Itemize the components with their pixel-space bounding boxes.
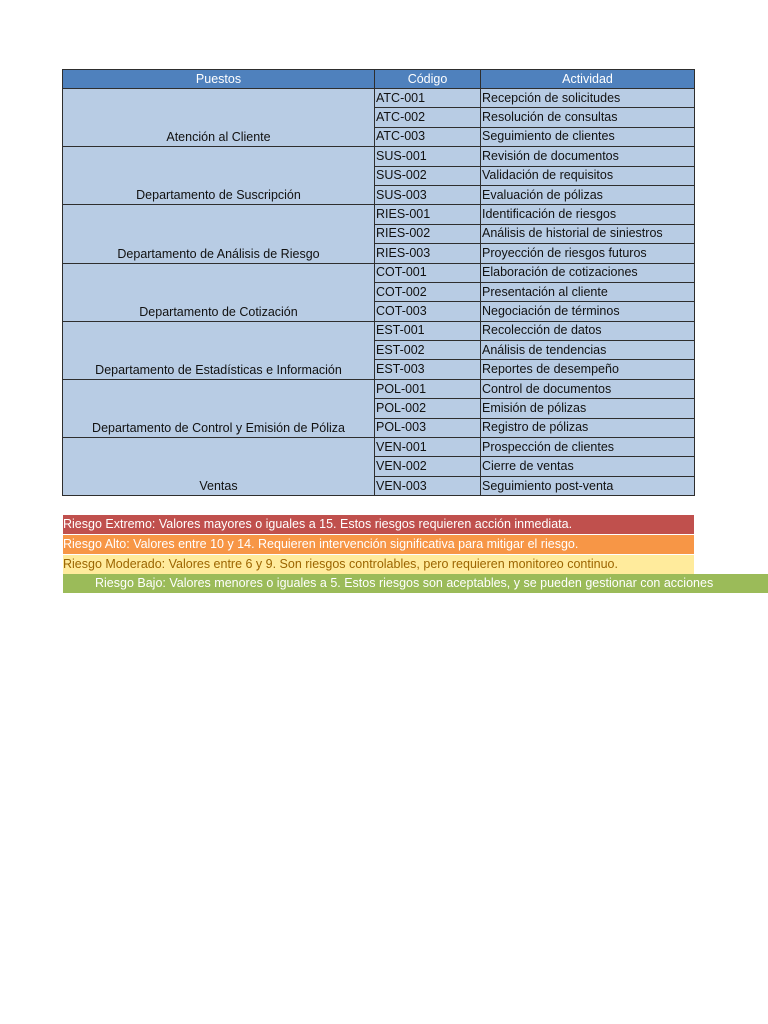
activity-cell[interactable]: Evaluación de pólizas bbox=[481, 185, 695, 204]
department-cell[interactable]: Departamento de Cotización bbox=[63, 263, 375, 321]
table-row bbox=[63, 89, 695, 108]
activity-cell[interactable]: Control de documentos bbox=[481, 379, 695, 398]
activity-cell[interactable]: Análisis de historial de siniestros bbox=[481, 224, 695, 243]
activity-cell[interactable]: Elaboración de cotizaciones bbox=[481, 263, 695, 282]
activity-cell[interactable]: Reportes de desempeño bbox=[481, 360, 695, 379]
activity-cell[interactable]: Revisión de documentos bbox=[481, 147, 695, 166]
activity-cell[interactable]: Seguimiento de clientes bbox=[481, 127, 695, 146]
code-cell[interactable]: SUS-003 bbox=[375, 185, 481, 204]
code-cell[interactable]: VEN-003 bbox=[375, 476, 481, 495]
activity-cell[interactable]: Validación de requisitos bbox=[481, 166, 695, 185]
department-cell[interactable]: Departamento de Análisis de Riesgo bbox=[63, 205, 375, 263]
legend-riesgo-bajo[interactable]: Riesgo Bajo: Valores menores o iguales a 5. Estos riesgos son aceptables, y se pueden gestionar con acciones bbox=[63, 574, 768, 593]
code-cell[interactable]: RIES-002 bbox=[375, 224, 481, 243]
activity-cell[interactable]: Resolución de consultas bbox=[481, 108, 695, 127]
activity-cell[interactable]: Prospección de clientes bbox=[481, 438, 695, 457]
activity-cell[interactable]: Presentación al cliente bbox=[481, 282, 695, 301]
table-row bbox=[63, 438, 695, 457]
code-cell[interactable]: RIES-003 bbox=[375, 244, 481, 263]
department-cell[interactable]: Departamento de Estadísticas e Información bbox=[63, 321, 375, 379]
table-row bbox=[63, 147, 695, 166]
code-cell[interactable]: ATC-001 bbox=[375, 89, 481, 108]
legend-riesgo-moderado[interactable]: Riesgo Moderado: Valores entre 6 y 9. Son riesgos controlables, pero requieren monitoreo continuo. bbox=[63, 555, 694, 574]
code-cell[interactable]: COT-002 bbox=[375, 282, 481, 301]
activity-cell[interactable]: Negociación de términos bbox=[481, 302, 695, 321]
code-cell[interactable]: POL-002 bbox=[375, 399, 481, 418]
department-cell[interactable]: Departamento de Suscripción bbox=[63, 147, 375, 205]
code-cell[interactable]: VEN-002 bbox=[375, 457, 481, 476]
code-cell[interactable]: COT-003 bbox=[375, 302, 481, 321]
activity-cell[interactable]: Análisis de tendencias bbox=[481, 341, 695, 360]
department-cell[interactable]: Departamento de Control y Emisión de Póliza bbox=[63, 379, 375, 437]
code-cell[interactable]: RIES-001 bbox=[375, 205, 481, 224]
code-cell[interactable]: EST-003 bbox=[375, 360, 481, 379]
code-cell[interactable]: VEN-001 bbox=[375, 438, 481, 457]
legend-riesgo-extremo[interactable]: Riesgo Extremo: Valores mayores o iguales a 15. Estos riesgos requieren acción inmediata. bbox=[63, 515, 694, 534]
activity-cell[interactable]: Registro de pólizas bbox=[481, 418, 695, 437]
code-cell[interactable]: POL-003 bbox=[375, 418, 481, 437]
header-row bbox=[63, 70, 695, 89]
code-cell[interactable]: EST-002 bbox=[375, 341, 481, 360]
code-cell[interactable]: SUS-002 bbox=[375, 166, 481, 185]
activity-cell[interactable]: Identificación de riesgos bbox=[481, 205, 695, 224]
header-puestos[interactable]: Puestos bbox=[63, 70, 375, 89]
activity-cell[interactable]: Cierre de ventas bbox=[481, 457, 695, 476]
code-cell[interactable]: SUS-001 bbox=[375, 147, 481, 166]
department-cell[interactable]: Atención al Cliente bbox=[63, 89, 375, 147]
table-row bbox=[63, 321, 695, 340]
code-cell[interactable]: ATC-002 bbox=[375, 108, 481, 127]
code-cell[interactable]: EST-001 bbox=[375, 321, 481, 340]
code-cell[interactable]: ATC-003 bbox=[375, 127, 481, 146]
activity-cell[interactable]: Recolección de datos bbox=[481, 321, 695, 340]
header-codigo[interactable]: Código bbox=[375, 70, 481, 89]
positions-table bbox=[62, 69, 695, 496]
table-row bbox=[63, 205, 695, 224]
activity-cell[interactable]: Seguimiento post-venta bbox=[481, 476, 695, 495]
activity-cell[interactable]: Recepción de solicitudes bbox=[481, 89, 695, 108]
code-cell[interactable]: COT-001 bbox=[375, 263, 481, 282]
header-actividad[interactable]: Actividad bbox=[481, 70, 695, 89]
department-cell[interactable]: Ventas bbox=[63, 438, 375, 496]
legend-riesgo-alto[interactable]: Riesgo Alto: Valores entre 10 y 14. Requieren intervención significativa para mitigar el riesgo. bbox=[63, 535, 694, 554]
table-row bbox=[63, 263, 695, 282]
activity-cell[interactable]: Proyección de riesgos futuros bbox=[481, 244, 695, 263]
activity-cell[interactable]: Emisión de pólizas bbox=[481, 399, 695, 418]
code-cell[interactable]: POL-001 bbox=[375, 379, 481, 398]
table-row bbox=[63, 379, 695, 398]
